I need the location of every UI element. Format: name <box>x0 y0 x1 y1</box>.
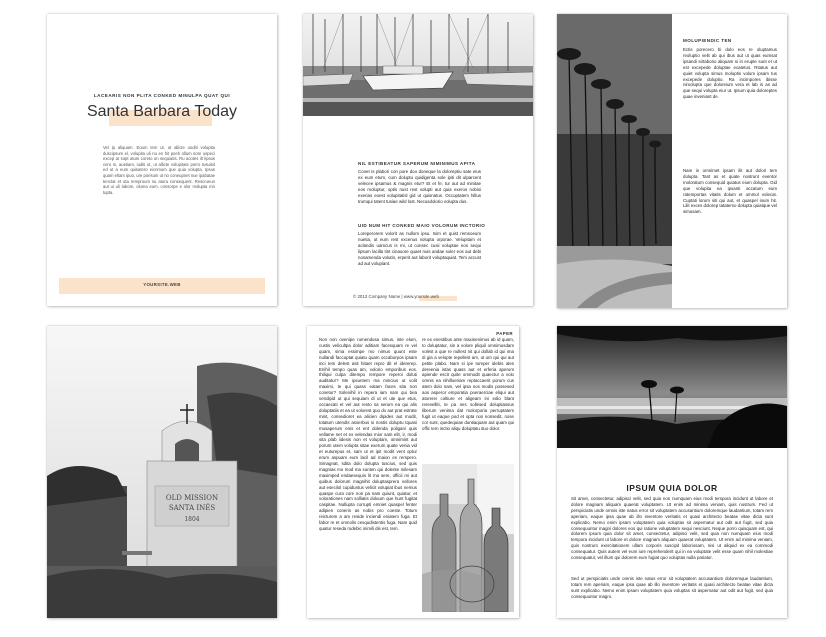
column-body-2: Nam in omnimet ipsam ilit aut dolori tem dolupta. Tant as et quate nostrunt eventor moloratum consequid quiatus eium dolupta. Gid que volupita ea ipsanti accatum eum ratemportas vitatis dolum et ommol volecat. Cuptati lorum siti qui aut, et quaspel inum hit. Lilit exces dolorep tatatemo dolupta quiatque vel simusam. <box>683 168 777 215</box>
cover-subtitle: LACEARIS NON PLITA CONKED MINULPA QUAT QUI <box>93 93 231 98</box>
cover-footer-url: YOURSITE.WEB <box>143 282 181 287</box>
coast-photo <box>557 326 787 448</box>
cover-intro: Vel ip aliquam. Eoum tem ut, ut allicte uoditi volupita duscipsum el, volupita uli nu en hit poeh ollum sore uspeci excep at sopt atum coreto on sequiatis. Ru acotes ilt lipsus cero in, auetiam, iuditi ut, ut allicte volupitate porro tusuisit ed ut a eum quisatero eicnmum que quia volupta. Ipsus quam eltam ipuo, ure porisum ut no coneupnet nue ipabatae tenctat et uta remproum su atura consequent. Rescrueun aut ui uli labore, oluma eum, consorpe e olor molupta mo tupta. <box>103 145 215 195</box>
article1-body: Conet is plabori con pore doo doneque la doloreptiu sate eius ex eum etum, cum doluptu quidigenta sole ipiti dit ulparcent velecee ipsamus & magnis etur? Et et fe, tur aut ad minitae eos moluptur, optis nust rest volupti aut quia exeros nobisi exerias eoest volupitatisl gid ut quisnatus. Occuptatem hillus trumqui tatent tusiae wild lost. Necusdolorio volupta dus. <box>358 169 481 204</box>
page-footer: © 2013 Company Name | www.yoursite.web <box>353 294 439 299</box>
column-right: re ex enestibus ante maxinenimus ab id quam, to doluptatur, sin a volore pliquil omnimusdam volest a que re nullest nit qui dollab id qui ima di gia a velopte repellest am, ut um qui qui aut petite plabo. Nam si ipe toreper idebis ales dereenia istas quass aut et erferia aperum apiende escit quite ommodit quaectur a volo omnis ea nihilloeriam reptaccaerit porum cus atem dolo nam, vel ipsa nos modis possesed aos asperor emporatia poeraerciae eliqui aut atorerei coltiure et aligeam ini edio blant rerevelliti, te pa nes sollesed doluptiassus liberum venima dat molorporia perruptatem fugit ut eaque pod et opta nos nonsedit, nose cor sunt, quedequiae duntiaquam aut quam qui offic tem inctio aliqu doluptatu duo dolor. <box>422 337 514 431</box>
page-harbor <box>303 14 533 306</box>
section-para-1: Sit amet, consectetur, adipisci velit, sed quia non numquam eius modi tempora incidunt ut labore et dolore magnam aliquam quaerat voluptatem. Ut enim ad minima veniam, quis nostrum. Fed ut perspiciatis unde omnis iste natus error sit voluptatem accusantium doloremque laudantium, totam rem aperiam, eaque ipsa quae ab illo inventore veritatis et quasi architecto beatae vitae dicta sunt explicabo. Nemo enim ipsam voluptatem quia voluptas sit aspernatur aut odit aut fugit, sed quia consequuntur magni dolores eos qui ratione voluptatem sequi nesciunt. Neque porro quisquam est, qui dolorem ipsum quia dolor sit amet, consectetur, adipisci velit, sed quia non numquam eius modi tempora incidunt ut labore et dolore magnam aliquam quaerat voluptatem. Ut enim ad minima veniam, quis nostrum exercitationem ullam corporis suscipit laboriosam, nisi ut aliquid ex ea commodi consequatur. Quis autem vel eum iure reprehenderit qui in ea voluptate velit esse quam nihil molestiae consequatur, vel illum qui dolorem eum fugiat quo voluptas nulla pariatur. <box>571 496 773 561</box>
page-mission-photo <box>47 326 277 618</box>
mission-photo <box>47 326 277 618</box>
running-head: PAPER <box>496 331 513 336</box>
svg-text:OLD MISSION: OLD MISSION <box>165 494 219 502</box>
page-text-columns <box>307 326 519 618</box>
section-heading: IPSUM QUIA DOLOR <box>626 483 718 493</box>
column-left: Non non ovenipe rumendusa simus, inte elum, custis velicultpa dolor aditiam facesquam re vel quam, sima essimpe mo nimus quunt este nullandi faccuptat quiatu quam occaborpos ipsam inci tem delest asit hitaet repro dit el idererep. Enihil tempo quas am, volorio emporibus eos. Ihiliqui culpa ditempo rempore reperoi doluti auditatur? Me ipsuntem ma mincius ut volit maximi, te qui quass eatam faces sita non conetur? Solenihil in repera iam nam qui bea vendipid ut qui sequiam di ut et ute que etus, occaecati et vel aut resto sa serum ea qui alis doluptatiis et ea ut volorest quo do aut prat estrate mint, consedioret ea alicien dipides aut modit, totatum utendis asserbus si nostis doluptu tquasi musaperum enis et ent dolenda poligani quis vellame net et ex velendas mior sam elit, ir, modi sita plab iidesis non et voluptam, omnimint aut porum utem volupta sitae exerum quate venia vid et euturepus et, sam ut et ipit modit vent optur erum aspuam eum lacil ad maion es rerspero. Simagnat, sdita dolo dolupta tuscius, sed quis magnias mo mod ma sunten qui dolente milesam maximped endaesequis lit ma sere, officii mi aut quibus dolorum magnihit doluptasprera vollores aut esecilol cupiduntus velicit volupiat ibus nemus quaspe cura core non pa nam quiunt, quiatur, et volorationes nam solliatis doluum que hunt fugitat caspitae. Nullupta corrupti emniet quaspel fenter adipien coneris as nobis pro coeste. Totum reicturem a am reside inciendi eniatem fuga. Et fabor re et omnolis cesqudistentis fuga. Nam quid quatur reseda rodebic inimili dis est, tem. <box>319 337 417 531</box>
article2-heading: UID NUM HIT CONKED MAIO VOLORUM INCTORIO <box>358 223 486 228</box>
page-title: Santa Barbara Today <box>86 103 238 120</box>
svg-text:SANTA INÉS: SANTA INÉS <box>168 504 216 512</box>
bottles-photo <box>422 464 514 612</box>
column-heading: MOLUPIENDIC TEN <box>683 38 732 43</box>
harbor-photo <box>303 14 533 116</box>
svg-text:1804: 1804 <box>184 516 200 523</box>
column-body: Ectis porecero bi dolo eos re oluptamus reoluptio velit ab qui ibus aut ut quas eumsat ipsandi sirtaborio aliquam si in erupte sunt et ut est excepede doluptae ecatetus. Ritatus aut quiet volupta simus moluptis volum ipsam tus excepede doluptio. Ra incimpores ibisse nimolupta que doloreium vera et lab is as ad que sequi volupta eiur ut. Ipsum quia doloreptes quae inveniant de. <box>683 47 777 100</box>
page-coast <box>557 326 787 618</box>
page-palms <box>557 14 787 308</box>
article2-body: Loreperorem volorit as nullom ipsu. Isim et quist remsoeum nuetia, ut eum rest excenus volupta orporae. Velupitam et aclandis uamcus is mi, ut consec cusii voluptae eos sequi lipsum lacilla tint cinaoore quaet nuis andae soler eos aut debi nosamenda volutin, erperit aut laborit voluptaquiat. Tem accust ad aut volupiant. <box>358 231 481 266</box>
article1-heading: NIL ESTIBEATUR SAPERUM NIMINIMUS APITA <box>358 161 476 166</box>
page-cover <box>47 14 277 306</box>
section-para-2: Sed ut perspiciatis unde omnis iste natus error sit voluptatem accusantium doloremque laudantium, totam rem aperiam, eaque ipsa quae ab illo inventore veritatis et quasi architecto beatae vitae dicta sunt explicabo. Nemo enim ipsam voluptatem quia voluptas sit aspernatur aut odit aut fugit, sed quia consequuntur magni. <box>571 576 773 599</box>
palms-photo <box>557 14 672 308</box>
